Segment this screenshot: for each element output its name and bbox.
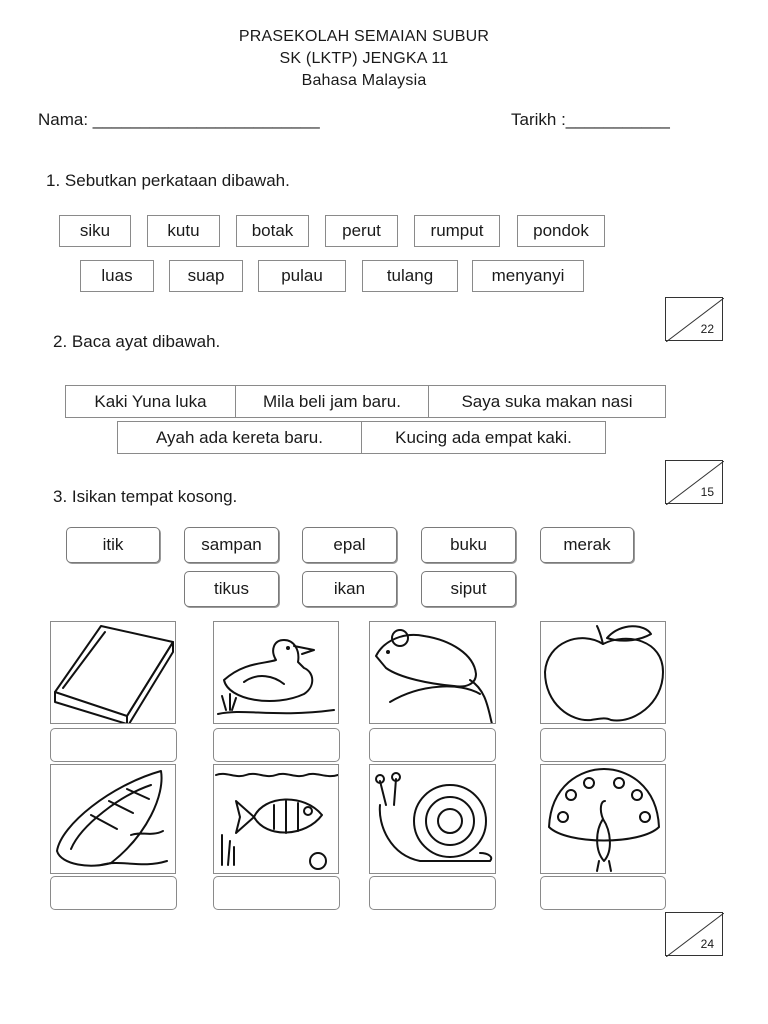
sentence-cell: Saya suka makan nasi (461, 391, 633, 411)
mouse-picture (369, 621, 496, 724)
word-box: pondok (517, 215, 605, 247)
word-box: buku (421, 527, 516, 563)
section2-title: 2. Baca ayat dibawah. (53, 332, 221, 351)
school-program-title: PRASEKOLAH SEMAIAN SUBUR (238, 28, 490, 45)
score-value: 24 (700, 937, 714, 951)
school-name: SK (LKTP) JENGKA 11 (279, 50, 449, 67)
date-field[interactable]: Tarikh :___________ (511, 110, 670, 129)
word-box: menyanyi (472, 260, 584, 292)
word-box: rumput (414, 215, 500, 247)
sentence-cell: Kucing ada empat kaki. (395, 427, 572, 447)
word-box: merak (540, 527, 634, 563)
score-value: 15 (700, 485, 714, 499)
answer-box[interactable] (369, 728, 496, 762)
answer-box[interactable] (50, 876, 177, 910)
word-box: pulau (258, 260, 346, 292)
sentence-cell: Mila beli jam baru. (236, 386, 429, 417)
apple-picture (540, 621, 666, 724)
sentence-row-2 (117, 421, 606, 454)
sentence-row-1 (65, 385, 666, 418)
word-box: suap (169, 260, 243, 292)
section3-title: 3. Isikan tempat kosong. (53, 487, 238, 506)
sentence-cell: Kaki Yuna luka (66, 386, 236, 417)
answer-box[interactable] (213, 876, 340, 910)
boat-picture (50, 764, 176, 874)
answer-box[interactable] (213, 728, 340, 762)
word-box: tikus (184, 571, 279, 607)
answer-box[interactable] (540, 728, 666, 762)
answer-box[interactable] (369, 876, 496, 910)
word-box: kutu (147, 215, 220, 247)
fish-picture (213, 764, 339, 874)
sentence-cell: Ayah ada kereta baru. (118, 422, 362, 453)
word-box: luas (80, 260, 154, 292)
word-box: itik (66, 527, 160, 563)
book-picture (50, 621, 176, 724)
answer-box[interactable] (540, 876, 666, 910)
name-field[interactable]: Nama: ________________________ (38, 110, 320, 129)
answer-box[interactable] (50, 728, 177, 762)
score-value: 22 (700, 322, 714, 336)
subject-title: Bahasa Malaysia (301, 72, 427, 89)
snail-picture (369, 764, 496, 874)
word-box: ikan (302, 571, 397, 607)
word-box: sampan (184, 527, 279, 563)
word-box: tulang (362, 260, 458, 292)
score-box-section1 (665, 297, 723, 341)
word-box: siput (421, 571, 516, 607)
duck-picture (213, 621, 339, 724)
peacock-picture (540, 764, 666, 874)
score-box-section2 (665, 460, 723, 504)
word-box: botak (236, 215, 309, 247)
word-box: epal (302, 527, 397, 563)
word-box: siku (59, 215, 131, 247)
section1-title: 1. Sebutkan perkataan dibawah. (46, 171, 290, 190)
score-box-section3 (665, 912, 723, 956)
word-box: perut (325, 215, 398, 247)
